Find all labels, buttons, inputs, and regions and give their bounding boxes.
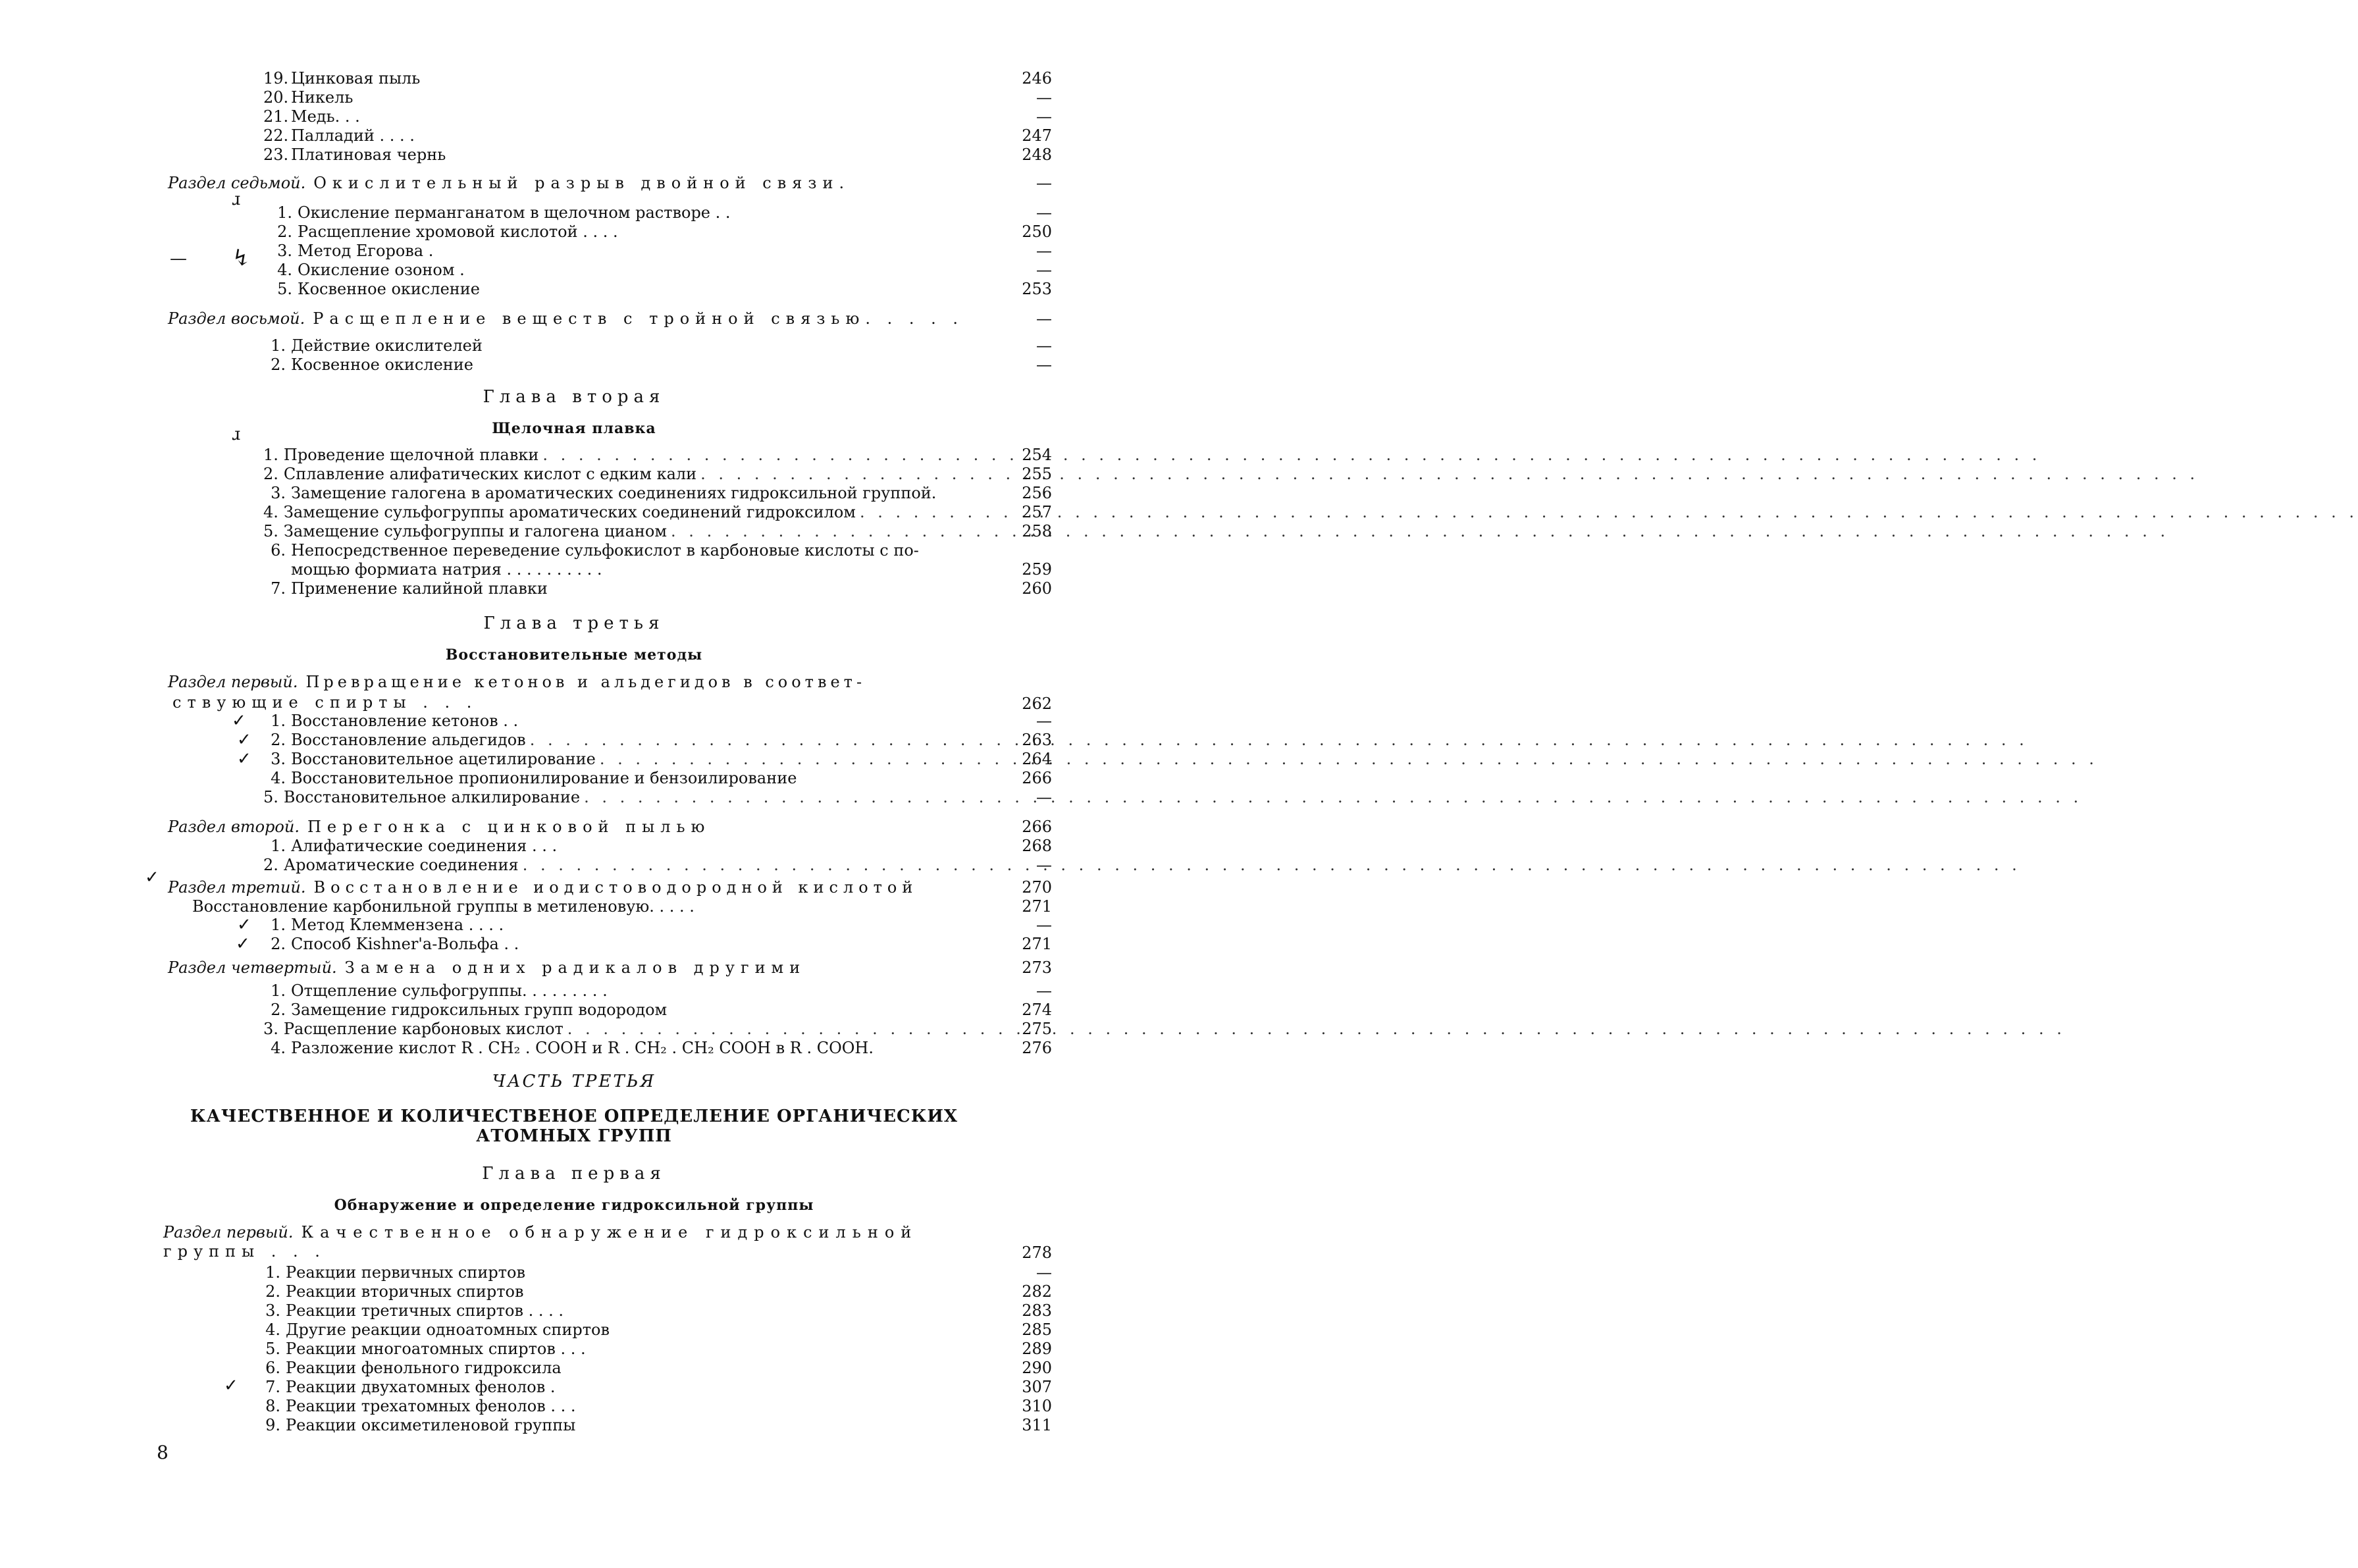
checkmark-annotation: ɹ <box>232 190 241 209</box>
subsection-title: Восстановление карбонильной группы в метиленовую. . . . . <box>192 897 694 916</box>
toc-entry: 2. Восстановление альдегидов . . . 263 <box>263 730 1006 750</box>
section-seventh: Раздел седьмой. Окислительный разрыв двойной связи. — <box>168 174 1052 192</box>
toc-entry: 7. Применение калийной плавки 260 <box>271 579 1052 598</box>
page-ref: 262 <box>1022 694 1052 713</box>
toc-entry: 3. Замещение галогена в ароматических соединениях гидроксильной группой. 256 <box>271 484 1052 502</box>
arrow-annotation: ↯ <box>232 245 251 271</box>
toc-entry: 20. Никель — <box>263 88 1052 107</box>
toc-entry: 5. Реакции многоатомных спиртов . . . 289 <box>265 1340 1052 1358</box>
toc-entry: 2. Замещение гидроксильных групп водородом 274 <box>271 1001 1052 1019</box>
toc-entry: 5. Косвенное окисление 253 <box>277 280 1052 298</box>
section-fourth: Раздел четвертый. Замена одних радикалов другими 273 <box>168 958 1052 977</box>
page-ref: 278 <box>1022 1243 1052 1262</box>
toc-entry: 4. Другие реакции одноатомных спиртов 285 <box>265 1320 1052 1339</box>
toc-entry: 4. Окисление озоном . — <box>277 261 1052 279</box>
section-second: Раздел второй. Перегонка с цинковой пылью 266 <box>168 818 1052 836</box>
toc-entry: 1. Реакции первичных спиртов — <box>265 1263 1052 1282</box>
toc-entry: 6. Непосредственное переведение сульфокислот в карбоновые кислоты с по- <box>271 541 919 560</box>
toc-entry: 2. Реакции вторичных спиртов 282 <box>265 1282 1052 1301</box>
chapter-heading: Глава первая <box>482 1164 666 1184</box>
chapter-heading: Глава вторая <box>483 387 666 407</box>
toc-entry: 3. Метод Егорова . — <box>277 242 1052 260</box>
toc-entry: 5. Восстановительное алкилирование . . . — <box>263 787 1006 807</box>
toc-entry: 4. Разложение кислот R . CH₂ . COOH и R . CH₂ . CH₂ COOH в R . COOH. 276 <box>271 1039 1052 1057</box>
toc-entry: 1. Проведение щелочной плавки . . . 254 <box>263 445 1006 465</box>
page-ref: 271 <box>1022 897 1052 916</box>
toc-entry: 4. Замещение сульфогруппы ароматических соединений гидроксилом . . . 257 <box>263 502 1006 522</box>
section-first: Раздел первый. Качественное обнаружение гидроксильной <box>163 1223 918 1241</box>
checkmark-annotation: ✓ <box>145 868 159 887</box>
page-number: 8 <box>157 1442 169 1463</box>
toc-entry: 1. Действие окислителей — <box>271 336 1052 355</box>
section-eighth: Раздел восьмой. Расщепление веществ с тройной связью. . . . . — <box>168 309 1052 328</box>
toc-entry: 9. Реакции оксиметиленовой группы 311 <box>265 1416 1052 1434</box>
toc-entry: 2. Сплавление алифатических кислот с едким кали . . . 255 <box>263 464 1006 484</box>
toc-entry: 1. Окисление перманганатом в щелочном растворе . . — <box>277 203 1052 222</box>
toc-entry: 22. Палладий . . . . 247 <box>263 126 1052 145</box>
checkmark-annotation: ✓ <box>236 934 250 954</box>
chapter-subtitle: Обнаружение и определение гидроксильной группы <box>334 1197 814 1214</box>
toc-entry: 2. Ароматические соединения . . . — <box>263 855 1006 875</box>
chapter-heading: Глава третья <box>483 614 665 633</box>
checkmark-annotation: ✓ <box>237 915 251 935</box>
toc-page <box>0 0 1148 1568</box>
chapter-subtitle: Восстановительные методы <box>445 646 703 664</box>
toc-entry: 4. Восстановительное пропионилирование и бензоилирование 266 <box>271 769 1052 787</box>
toc-entry: 3. Расщепление карбоновых кислот . . . 275 <box>263 1019 1006 1039</box>
checkmark-annotation: ✓ <box>237 730 251 750</box>
section-third: Раздел третий. Восстановление иодистоводородной кислотой 270 <box>168 878 1052 897</box>
toc-entry: 5. Замещение сульфогруппы и галогена цианом . . . 258 <box>263 521 1006 541</box>
part-title: КАЧЕСТВЕННОЕ И КОЛИЧЕСТВЕНОЕ ОПРЕДЕЛЕНИЕ ОРГАНИЧЕСКИХ <box>190 1107 958 1126</box>
toc-entry: 8. Реакции трехатомных фенолов . . . 310 <box>265 1397 1052 1415</box>
part-heading: ЧАСТЬ ТРЕТЬЯ <box>492 1072 656 1091</box>
toc-entry: 3. Реакции третичных спиртов . . . . 283 <box>265 1301 1052 1320</box>
checkmark-annotation: ɹ <box>232 425 241 444</box>
toc-entry: 21. Медь. . . — <box>263 107 1052 126</box>
section-title-continuation: ствующие спирты . . . <box>172 693 478 712</box>
checkmark-annotation: ✓ <box>224 1376 238 1396</box>
toc-entry: 23. Платиновая чернь 248 <box>263 145 1052 164</box>
toc-entry: 2. Косвенное окисление — <box>271 355 1052 374</box>
toc-entry: 19. Цинковая пыль 246 <box>263 69 1052 88</box>
part-title: АТОМНЫХ ГРУПП <box>476 1126 672 1146</box>
toc-entry: 1. Отщепление сульфогруппы. . . . . . . . . — <box>271 981 1052 1000</box>
chapter-subtitle: Щелочная плавка <box>492 420 656 437</box>
toc-entry: 1. Восстановление кетонов . . — <box>271 712 1052 730</box>
checkmark-annotation: ✓ <box>237 749 251 769</box>
section-first: Раздел первый. Превращение кетонов и альдегидов в соответ- <box>168 673 866 691</box>
toc-entry: 3. Восстановительное ацетилирование . . . 264 <box>263 749 1006 769</box>
toc-entry: 1. Метод Клеммензена . . . . — <box>271 916 1052 934</box>
toc-entry: 2. Способ Kishner'а-Вольфа . . 271 <box>271 935 1052 953</box>
toc-entry: 2. Расщепление хромовой кислотой . . . . 250 <box>277 222 1052 241</box>
toc-entry-continuation: мощью формиата натрия . . . . . . . . . . 259 <box>291 560 1052 579</box>
checkmark-annotation: ✓ <box>232 711 246 731</box>
toc-entry: 7. Реакции двухатомных фенолов . 307 <box>265 1378 1052 1396</box>
section-title-continuation: группы . . . <box>163 1242 326 1261</box>
toc-entry: 1. Алифатические соединения . . . 268 <box>271 837 1052 855</box>
dash-annotation: — <box>170 249 187 269</box>
toc-entry: 6. Реакции фенольного гидроксила 290 <box>265 1359 1052 1377</box>
